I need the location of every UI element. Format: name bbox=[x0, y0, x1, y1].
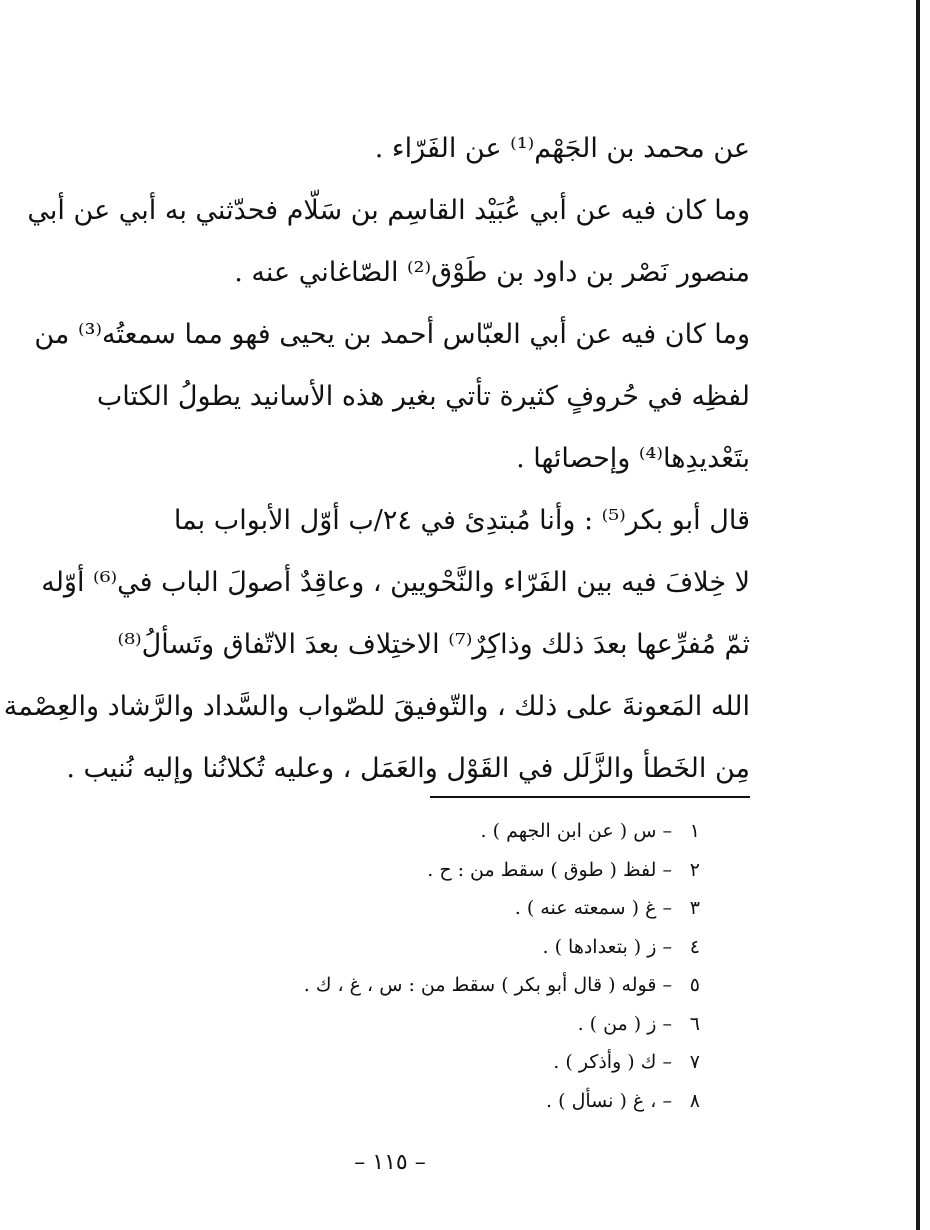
text-line: لفظِه في حُروفٍ كثيرة تأتي بغير هذه الأسانيد يطولُ الكتاب bbox=[96, 381, 750, 412]
footnote-number: ٧ bbox=[689, 1051, 700, 1073]
footnote-number: ٥ bbox=[689, 974, 700, 996]
text-line: قال أبو بكر⁽⁵⁾ : وأنا مُبتدِئ في ٢٤/ب أوّل الأبواب بما bbox=[173, 505, 750, 536]
footnote-separator bbox=[430, 796, 750, 798]
footnote bbox=[180, 928, 700, 967]
footnote bbox=[180, 1043, 700, 1082]
footnote bbox=[180, 812, 700, 851]
footnote-text: – ز ( من ) . bbox=[577, 1012, 672, 1035]
footnote-text: – قوله ( قال أبو بكر ) سقط من : س ، غ ، ك . bbox=[303, 974, 672, 996]
footnote-number: ٢ bbox=[689, 858, 700, 881]
footnotes bbox=[180, 812, 700, 1120]
footnote-text: – ك ( وأذكر ) . bbox=[553, 1051, 672, 1073]
footnote bbox=[180, 1005, 700, 1044]
text-line: الله المَعونةَ على ذلك ، والتّوفيقَ للصّواب والسَّداد والرَّشاد والعِصْمة bbox=[3, 691, 750, 722]
footnote-text: – س ( عن ابن الجهم ) . bbox=[480, 820, 672, 842]
footnote-number: ٣ bbox=[689, 897, 700, 919]
text-line: منصور نَصْر بن داود بن طَوْق⁽²⁾ الصّاغاني عنه . bbox=[234, 257, 750, 288]
text-line: ثمّ مُفرِّعها بعدَ ذلك وذاكِرٌ⁽⁷⁾ الاختِلاف بعدَ الاتّفاق وتَسألُ⁽⁸⁾ bbox=[117, 629, 750, 660]
footnote-text: – لفظ ( طوق ) سقط من : ح . bbox=[427, 858, 672, 881]
text-line: عن محمد بن الجَهْم⁽¹⁾ عن الفَرّاء . bbox=[374, 133, 750, 164]
footnote-number: ٤ bbox=[689, 935, 700, 958]
footnote-text: – غ ( سمعته عنه ) . bbox=[514, 897, 672, 919]
footnote bbox=[180, 966, 700, 1005]
text-line: مِن الخَطأ والزَّلَل في القَوْل والعَمَل ، وعليه تُكلانُنا وإليه نُنيب . bbox=[66, 753, 750, 784]
footnote-text: – ز ( بتعدادها ) . bbox=[542, 935, 672, 958]
text-line: وما كان فيه عن أبي العبّاس أحمد بن يحيى فهو مما سمعتُه⁽³⁾ من bbox=[34, 319, 750, 350]
footnote-text: – ، غ ( نسأل ) . bbox=[546, 1089, 672, 1112]
footnote bbox=[180, 851, 700, 890]
page-number: – ١١٥ – bbox=[354, 1150, 426, 1175]
scan-edge-border bbox=[916, 0, 920, 1230]
footnote-number: ٦ bbox=[689, 1012, 700, 1035]
footnote-number: ١ bbox=[689, 820, 700, 842]
text-line: لا خِلافَ فيه بين الفَرّاء والنَّحْويين ، وعاقِدٌ أصولَ الباب في⁽⁶⁾ أوّله bbox=[41, 567, 750, 598]
text-line: بتَعْديدِها⁽⁴⁾ وإحصائها . bbox=[516, 443, 750, 474]
main-text bbox=[3, 118, 750, 800]
footnote bbox=[180, 1082, 700, 1121]
footnote bbox=[180, 889, 700, 928]
text-line: وما كان فيه عن أبي عُبَيْد القاسِم بن سَلّام فحدّثني به أبي عن أبي bbox=[27, 195, 750, 226]
footnote-number: ٨ bbox=[689, 1089, 700, 1112]
